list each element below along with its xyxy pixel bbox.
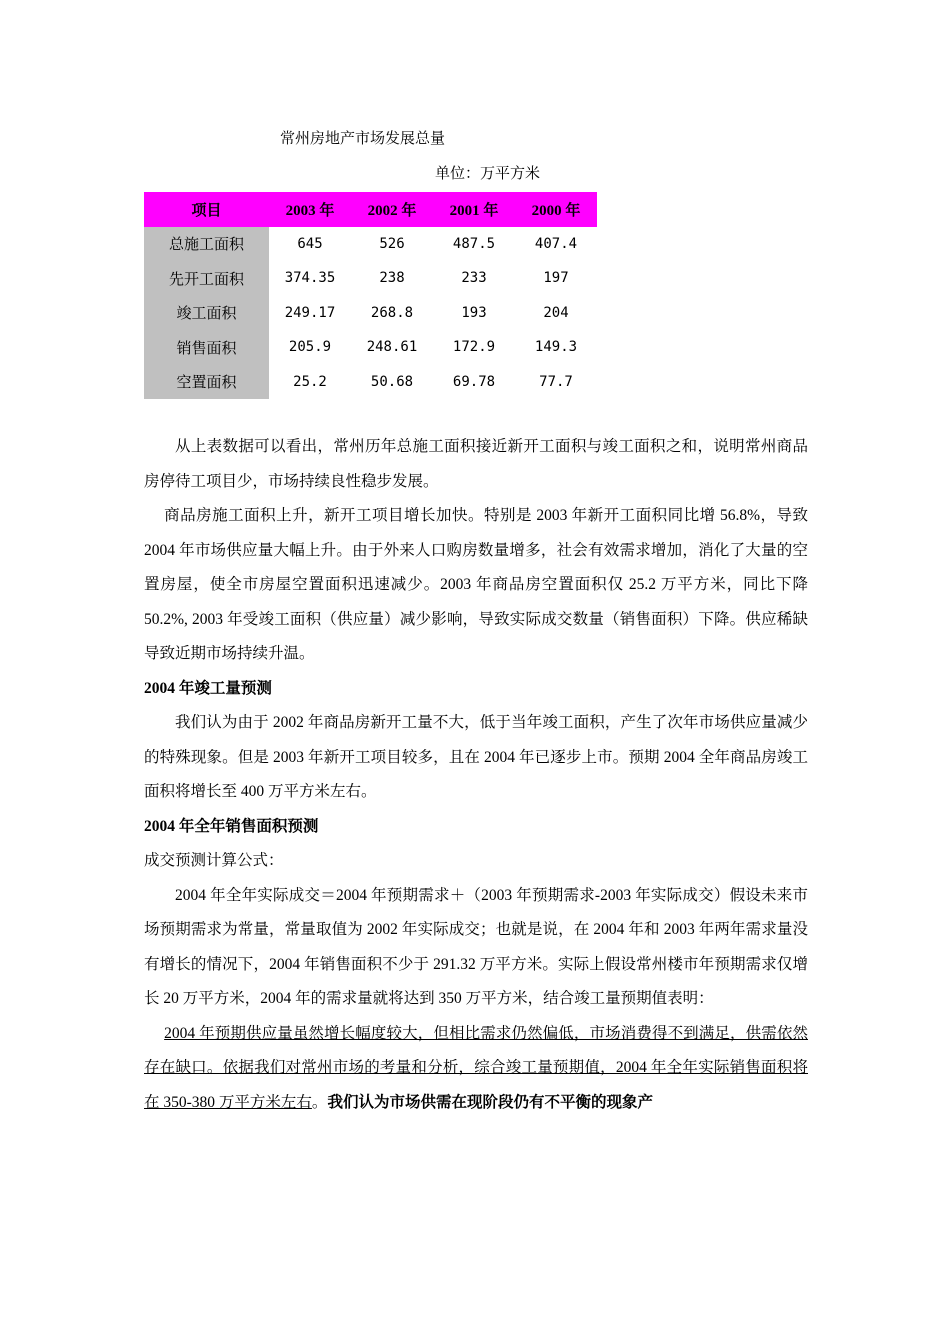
row-label: 销售面积 bbox=[144, 330, 269, 365]
table-row bbox=[144, 296, 597, 331]
table-header-row bbox=[144, 192, 597, 227]
table-row bbox=[144, 330, 597, 365]
row-label: 竣工面积 bbox=[144, 296, 269, 331]
header-2002: 2002 年 bbox=[351, 192, 433, 227]
table-cell: 645 bbox=[297, 235, 323, 252]
table-row bbox=[144, 227, 597, 262]
table-cell: 193 bbox=[461, 304, 487, 321]
table-cell: 50.68 bbox=[370, 373, 414, 390]
paragraph-formula: 2004 年全年实际成交＝2004 年预期需求＋（2003 年预期需求-2003 年实际成交）假设未来市场预期需求为常量，常量取值为 2002 年实际成交；也就是说，在 2004 年和 2003 年两年需求量没有增长的情况下，2004 年销售面积不少于 291.32 万平方米。实际上假设常州楼市年预期需求仅增长 20 万平方米，2004 年的需求量就将达到 350 万平方米，结合竣工量预期值表明： bbox=[144, 886, 808, 1007]
paragraph-construction: 商品房施工面积上升，新开工项目增长加快。特别是 2003 年新开工面积同比增 56.8%，导致 2004 年市场供应量大幅上升。由于外来人口购房数量增多，社会有效需求增加，消化了大量的空置房屋，使全市房屋空置面积迅速减少。2003 年商品房空置面积仅 25.2 万平方米，同比下降 50.2%, 2003 年受竣工面积（供应量）减少影响，导致实际成交数量（销售面积）下降。供应稀缺导致近期市场持续升温。 bbox=[144, 507, 808, 662]
table-cell: 238 bbox=[379, 270, 405, 287]
table-cell: 487.5 bbox=[452, 235, 496, 252]
paragraph-conclusion bbox=[144, 1017, 808, 1121]
table-cell: 172.9 bbox=[452, 339, 496, 356]
row-label: 总施工面积 bbox=[144, 227, 269, 262]
table-cell: 205.9 bbox=[288, 339, 332, 356]
table-cell: 204 bbox=[543, 304, 569, 321]
table-cell: 268.8 bbox=[370, 304, 414, 321]
heading-completion-forecast: 2004 年竣工量预测 bbox=[144, 679, 272, 697]
table-cell: 526 bbox=[379, 235, 405, 252]
table-cell: 248.61 bbox=[366, 339, 418, 356]
body-text bbox=[144, 430, 808, 1120]
table-cell: 69.78 bbox=[452, 373, 496, 390]
table-cell: 249.17 bbox=[284, 304, 336, 321]
market-volume-table bbox=[144, 192, 597, 399]
table-cell: 233 bbox=[461, 270, 487, 287]
table-cell: 407.4 bbox=[534, 235, 578, 252]
row-label: 空置面积 bbox=[144, 365, 269, 400]
paragraph-analysis: 从上表数据可以看出，常州历年总施工面积接近新开工面积与竣工面积之和，说明常州商品房停待工项目少，市场持续良性稳步发展。 bbox=[144, 438, 808, 490]
table-title: 常州房地产市场发展总量 bbox=[280, 129, 446, 147]
header-2001: 2001 年 bbox=[433, 192, 515, 227]
table-cell: 374.35 bbox=[284, 270, 336, 287]
table-cell: 149.3 bbox=[534, 339, 578, 356]
table-row bbox=[144, 261, 597, 296]
header-2000: 2000 年 bbox=[515, 192, 597, 227]
conclusion-period: 。 bbox=[311, 1093, 328, 1111]
table-cell: 197 bbox=[543, 270, 569, 287]
row-label: 先开工面积 bbox=[144, 261, 269, 296]
header-item: 项目 bbox=[144, 192, 269, 227]
conclusion-bold: 我们认为市场供需在现阶段仍有不平衡的现象产 bbox=[327, 1093, 653, 1111]
table-unit: 单位：万平方米 bbox=[435, 164, 541, 182]
conclusion-underlined: 2004 年预期供应量虽然增长幅度较大，但相比需求仍然偏低，市场消费得不到满足，供需依然存在缺口。依据我们对常州市场的考量和分析，综合竣工量预期值，2004 年全年实际销售面积将在 350-380 万平方米左右 bbox=[144, 1024, 808, 1111]
header-2003: 2003 年 bbox=[269, 192, 351, 227]
heading-sales-forecast: 2004 年全年销售面积预测 bbox=[144, 817, 319, 835]
paragraph-completion: 我们认为由于 2002 年商品房新开工量不大，低于当年竣工面积，产生了次年市场供应量减少的特殊现象。但是 2003 年新开工项目较多，且在 2004 年已逐步上市。预期 2004 全年商品房竣工面积将增长至 400 万平方米左右。 bbox=[144, 714, 808, 800]
table-row bbox=[144, 365, 597, 400]
table-cell: 25.2 bbox=[293, 373, 327, 390]
table-cell: 77.7 bbox=[539, 373, 573, 390]
paragraph-formula-label: 成交预测计算公式： bbox=[144, 852, 284, 869]
